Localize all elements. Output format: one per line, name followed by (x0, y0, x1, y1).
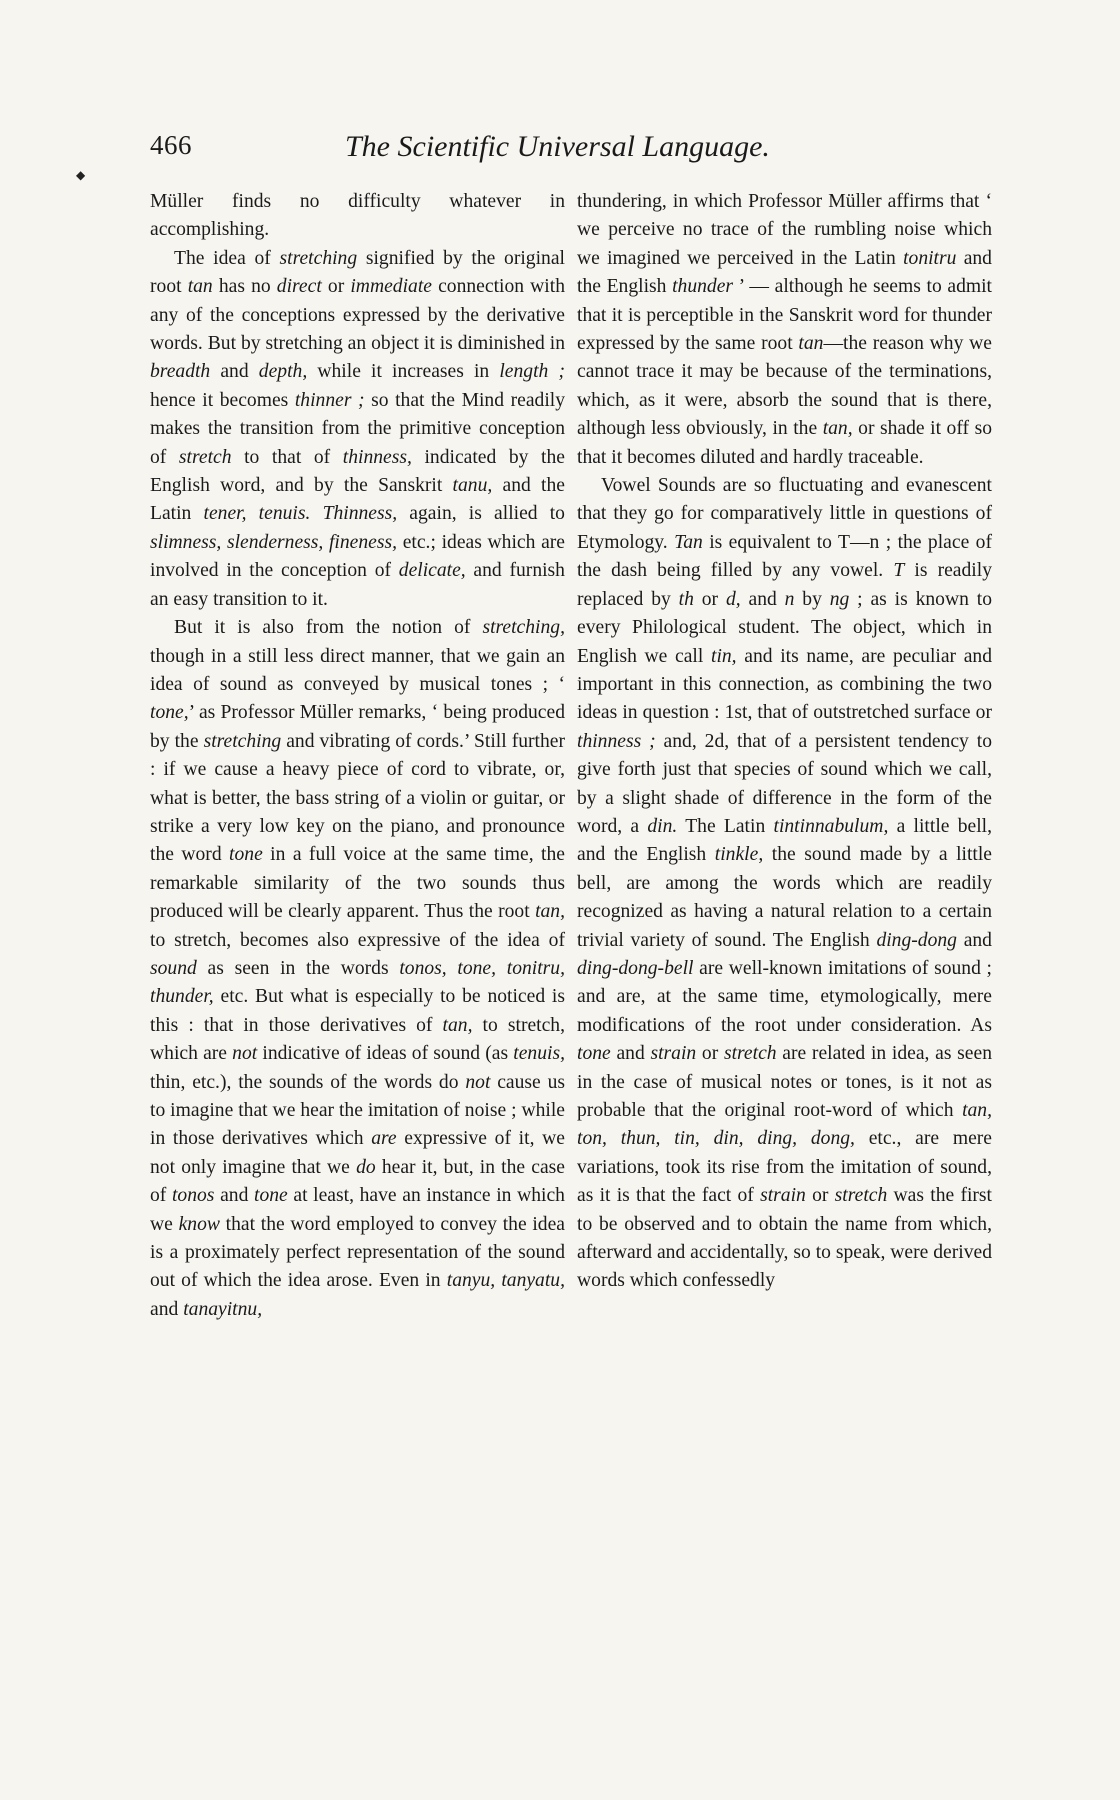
text-run: The idea of (174, 247, 280, 269)
text-run: to stretch, which are (150, 1014, 565, 1065)
text-run: connection with any of the conceptions expressed by the derivative words. But by stretching an object it is diminished in (150, 276, 565, 355)
text-run: The Latin (677, 815, 774, 837)
text-run: was the first to be observed and to obtain the name from which, afterward and accidentally, so to speak, were derived words which confessedly (577, 1185, 993, 1292)
italic-text: tan (187, 276, 213, 298)
text-run: ’ — although he seems to admit that it is perceptible in the Sanskrit word for thunder expressed by the same root (577, 276, 992, 355)
italic-text: tinkle, (714, 844, 764, 866)
text-run: or (696, 1043, 724, 1065)
italic-text: tanayitnu, (183, 1298, 263, 1320)
text-run: are well-known imitations of sound ; and are, at the same time, etymologically, mere modifications of the root under consideration. As (577, 957, 992, 1036)
italic-text: are (371, 1128, 397, 1150)
right-column (577, 188, 992, 1296)
text-run: Vowel Sounds are so fluctuating and evanescent that they go for comparatively little in questions of Etymology. (577, 475, 992, 553)
italic-text: tanyu, tanyatu, (446, 1270, 565, 1292)
text-run: indicative of ideas of sound (as (257, 1043, 514, 1065)
text-run: or shade it off so that it becomes diluted and hardly traceable. (577, 418, 992, 468)
italic-text: Thinness, (322, 503, 398, 525)
text-run: indicated by the English word, and by the Sanskrit (150, 446, 565, 497)
page-number: 466 (150, 130, 192, 160)
margin-mark: ◆ (76, 168, 86, 182)
text-run: and, 2d, that of a persistent tendency to give forth just that species of sound which we call, by a slight shade of difference in the form of the word, a (577, 730, 992, 837)
italic-text: stretching (203, 730, 282, 752)
italic-text: strain (760, 1185, 806, 1207)
text-run: ; as is known to every Philological student. The object, which in English we call (577, 588, 992, 667)
italic-text: tonos (171, 1185, 215, 1207)
text-run: or (321, 276, 351, 298)
italic-text: tan (798, 333, 824, 355)
italic-text: do (356, 1156, 376, 1178)
italic-text: tin, (711, 645, 737, 667)
italic-text: tanu, (452, 475, 493, 497)
text-run: again, is allied to (397, 503, 565, 525)
left-paragraph-1 (150, 188, 565, 245)
italic-text: tone (577, 1043, 611, 1065)
text-run: are related in idea, as seen in the case of musical notes or tones, is it not as probable that the original root-word of which (577, 1043, 992, 1121)
text-run: expressive of it, we not only imagine that we (150, 1128, 566, 1178)
text-run: and (740, 588, 785, 610)
text-run: etc.; ideas which are involved in the conception of (150, 531, 566, 582)
text-run: or (805, 1185, 835, 1207)
text-run: and (210, 361, 259, 383)
italic-text: din. (647, 815, 678, 837)
italic-text: sound (150, 957, 197, 979)
italic-text: thinner ; (294, 389, 365, 411)
text-run: and furnish an easy transition to it. (150, 560, 565, 610)
italic-text: tenuis, (513, 1043, 565, 1065)
italic-text: not (465, 1071, 491, 1093)
text-run: as seen in the words (196, 957, 400, 979)
left-paragraph-3 (150, 614, 565, 1324)
italic-text: slimness, slenderness, fineness, (150, 531, 398, 553)
text-run: and the Latin (150, 475, 565, 525)
italic-text: tone, (150, 702, 189, 724)
text-run: the sound made by a little bell, are among the words which are readily recognized as having a natural relation to a certain trivial variety of sound. The English (577, 844, 992, 951)
italic-text: thunder (672, 276, 734, 298)
page-header (150, 130, 992, 170)
italic-text: thinness ; (577, 730, 656, 752)
italic-text: stretch (723, 1043, 777, 1065)
text-run: —the reason why we cannot trace it may be because of the terminations, which, as it were, absorb the sound that is there, although less obviously, in the (577, 333, 992, 440)
italic-text: d, (725, 588, 741, 610)
italic-text: stretch (834, 1185, 888, 1207)
italic-text: tone (229, 844, 263, 866)
italic-text: tonos, tone, tonitru, thunder, (150, 957, 565, 1008)
text-run: signified by the original root (150, 247, 565, 298)
text-run: thin, etc.), the sounds of the words do (150, 1071, 466, 1093)
italic-text: stretching (279, 247, 358, 269)
text-run: while it increases in (307, 361, 500, 383)
text-run: at least, have an instance in which we (150, 1185, 565, 1235)
text-run: a little bell, and the English (577, 815, 992, 866)
right-paragraph-2 (577, 472, 992, 1296)
italic-text: tone (254, 1185, 288, 1207)
text-run: Müller finds no difficulty whatever in accomplishing. (150, 191, 565, 241)
text-run: though in a still less direct manner, that we gain an idea of sound as conveyed by musical tones ; ‘ (150, 645, 565, 695)
text-run: cause us to imagine that we hear the imitation of noise ; while in those derivatives which (150, 1071, 565, 1150)
italic-text: thinness, (342, 446, 412, 468)
left-column (150, 188, 565, 1324)
text-run: and (610, 1043, 651, 1065)
italic-text: immediate (350, 276, 432, 298)
text-run (310, 503, 322, 524)
running-title: The Scientific Universal Language. (345, 130, 770, 163)
text-run: and its name, are peculiar and important in this connection, as combining the two ideas in question : 1st, that of outstretched surface or (577, 645, 993, 724)
italic-text: th (678, 588, 694, 610)
text-run: etc., are mere variations, took its rise from the imitation of sound, as it is that the fact of (577, 1128, 993, 1207)
italic-text: delicate, (398, 560, 466, 582)
italic-text: Tan (674, 531, 703, 553)
text-run: so that the Mind readily makes the transition from the primitive conception of (150, 389, 565, 468)
italic-text: ding-dong-bell (577, 957, 694, 979)
text-run: and the English (577, 247, 992, 298)
text-run: in a full voice at the same time, the remarkable similarity of the two sounds thus produced will be clearly apparent. Thus the root (150, 844, 565, 923)
italic-text: tintinnabulum, (773, 815, 889, 837)
text-run: is equivalent to T—n ; the place of the dash being filled by any vowel. (577, 531, 992, 582)
text-run: is readily replaced by (577, 560, 992, 610)
text-run: and vibrating of cords.’ Still further : if we cause a heavy piece of cord to vibrate, or, what is better, the bass string of a violin or guitar, or strike a very low key on the piano, and pronounce the word (150, 730, 566, 866)
left-paragraph-2 (150, 245, 565, 614)
italic-text: tener, tenuis. (203, 503, 311, 525)
text-run: hear it, but, in the case of (150, 1156, 565, 1207)
italic-text: tan, (535, 901, 565, 923)
italic-text: know (178, 1213, 220, 1235)
italic-text: ding-dong (876, 929, 957, 951)
text-run: to stretch, becomes also expressive of the idea of (150, 929, 565, 951)
italic-text: depth, (258, 361, 308, 383)
italic-text: tan, (442, 1014, 473, 1036)
text-run: But it is also from the notion of (174, 617, 483, 639)
italic-text: ng (829, 588, 850, 610)
italic-text: n (784, 588, 795, 610)
italic-text: strain (650, 1043, 697, 1065)
italic-text: length ; (499, 361, 565, 383)
italic-text: stretch (178, 446, 232, 468)
text-run: or (693, 588, 726, 610)
italic-text: direct (276, 276, 322, 298)
italic-text: breadth (150, 361, 211, 383)
italic-text: tan, ton, thun, tin, din, ding, dong, (577, 1100, 992, 1150)
text-run: hence it becomes (150, 389, 295, 411)
text-run: has no (212, 276, 277, 298)
italic-text: tonitru (903, 247, 957, 269)
italic-text: stretching, (482, 617, 565, 639)
text-run: that the word employed to convey the idea is a proximately perfect representation of the sound out of which the idea arose. Even in (150, 1213, 565, 1292)
text-run: ’ as Professor Müller remarks, ‘ being produced by the (150, 702, 565, 752)
text-run: etc. But what is especially to be noticed is this : that in those derivatives of (150, 986, 565, 1036)
text-run: and (214, 1185, 255, 1207)
text-run: and (150, 1298, 184, 1320)
text-run: thundering, in which Professor Müller affirms that ‘ we perceive no trace of the rumbling noise which we imagined we perceived in the Latin (577, 191, 992, 269)
text-run: by (794, 588, 830, 610)
italic-text: tan, (822, 418, 853, 440)
italic-text: T (893, 560, 905, 582)
right-paragraph-1 (577, 188, 992, 472)
text-run: and (956, 929, 992, 951)
italic-text: not (232, 1043, 258, 1065)
text-run: to that of (231, 446, 343, 468)
